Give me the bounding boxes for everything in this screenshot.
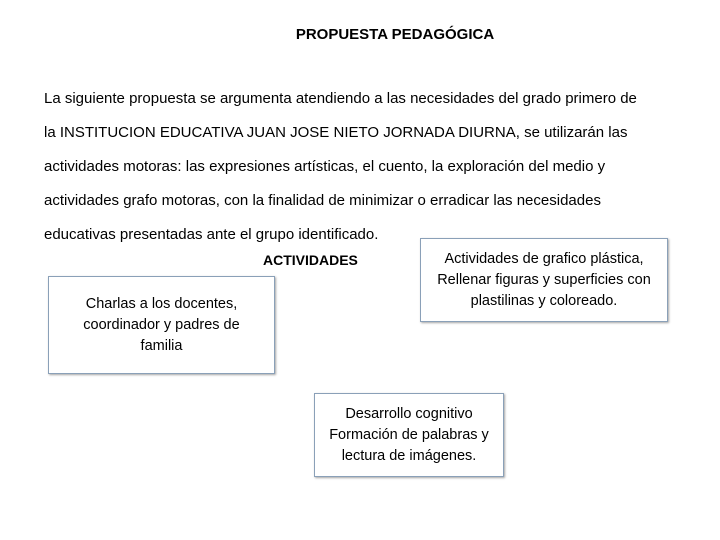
box-line: coordinador y padres de	[83, 316, 240, 333]
box-line: Desarrollo cognitivo	[345, 405, 473, 422]
charlas-activity-box	[48, 276, 275, 374]
intro-line: actividades motoras: las expresiones artísticas, el cuento, la exploración del medio y	[44, 158, 606, 175]
intro-line: actividades grafo motoras, con la finalidad de minimizar o erradicar las necesidades	[44, 192, 601, 209]
box-line: Formación de palabras y	[329, 426, 489, 443]
intro-line: La siguiente propuesta se argumenta atendiendo a las necesidades del grado primero de	[44, 90, 637, 107]
box-line: plastilinas y coloreado.	[470, 292, 618, 309]
activities-heading: ACTIVIDADES	[263, 252, 358, 268]
box-line: Rellenar figuras y superficies con	[437, 271, 651, 288]
intro-line: la INSTITUCION EDUCATIVA JUAN JOSE NIETO JORNADA DIURNA, se utilizarán las	[44, 124, 628, 141]
box-line: familia	[140, 337, 183, 354]
box-line: Actividades de grafico plástica,	[444, 250, 644, 267]
page-title: PROPUESTA PEDAGÓGICA	[295, 26, 495, 43]
box-line: Charlas a los docentes,	[85, 295, 238, 312]
grafico-plastica-activity-box	[420, 238, 668, 322]
intro-line: educativas presentadas ante el grupo identificado.	[44, 226, 379, 243]
desarrollo-cognitivo-activity-box	[314, 393, 504, 477]
box-line: lectura de imágenes.	[341, 447, 477, 464]
intro-paragraph	[44, 82, 704, 252]
